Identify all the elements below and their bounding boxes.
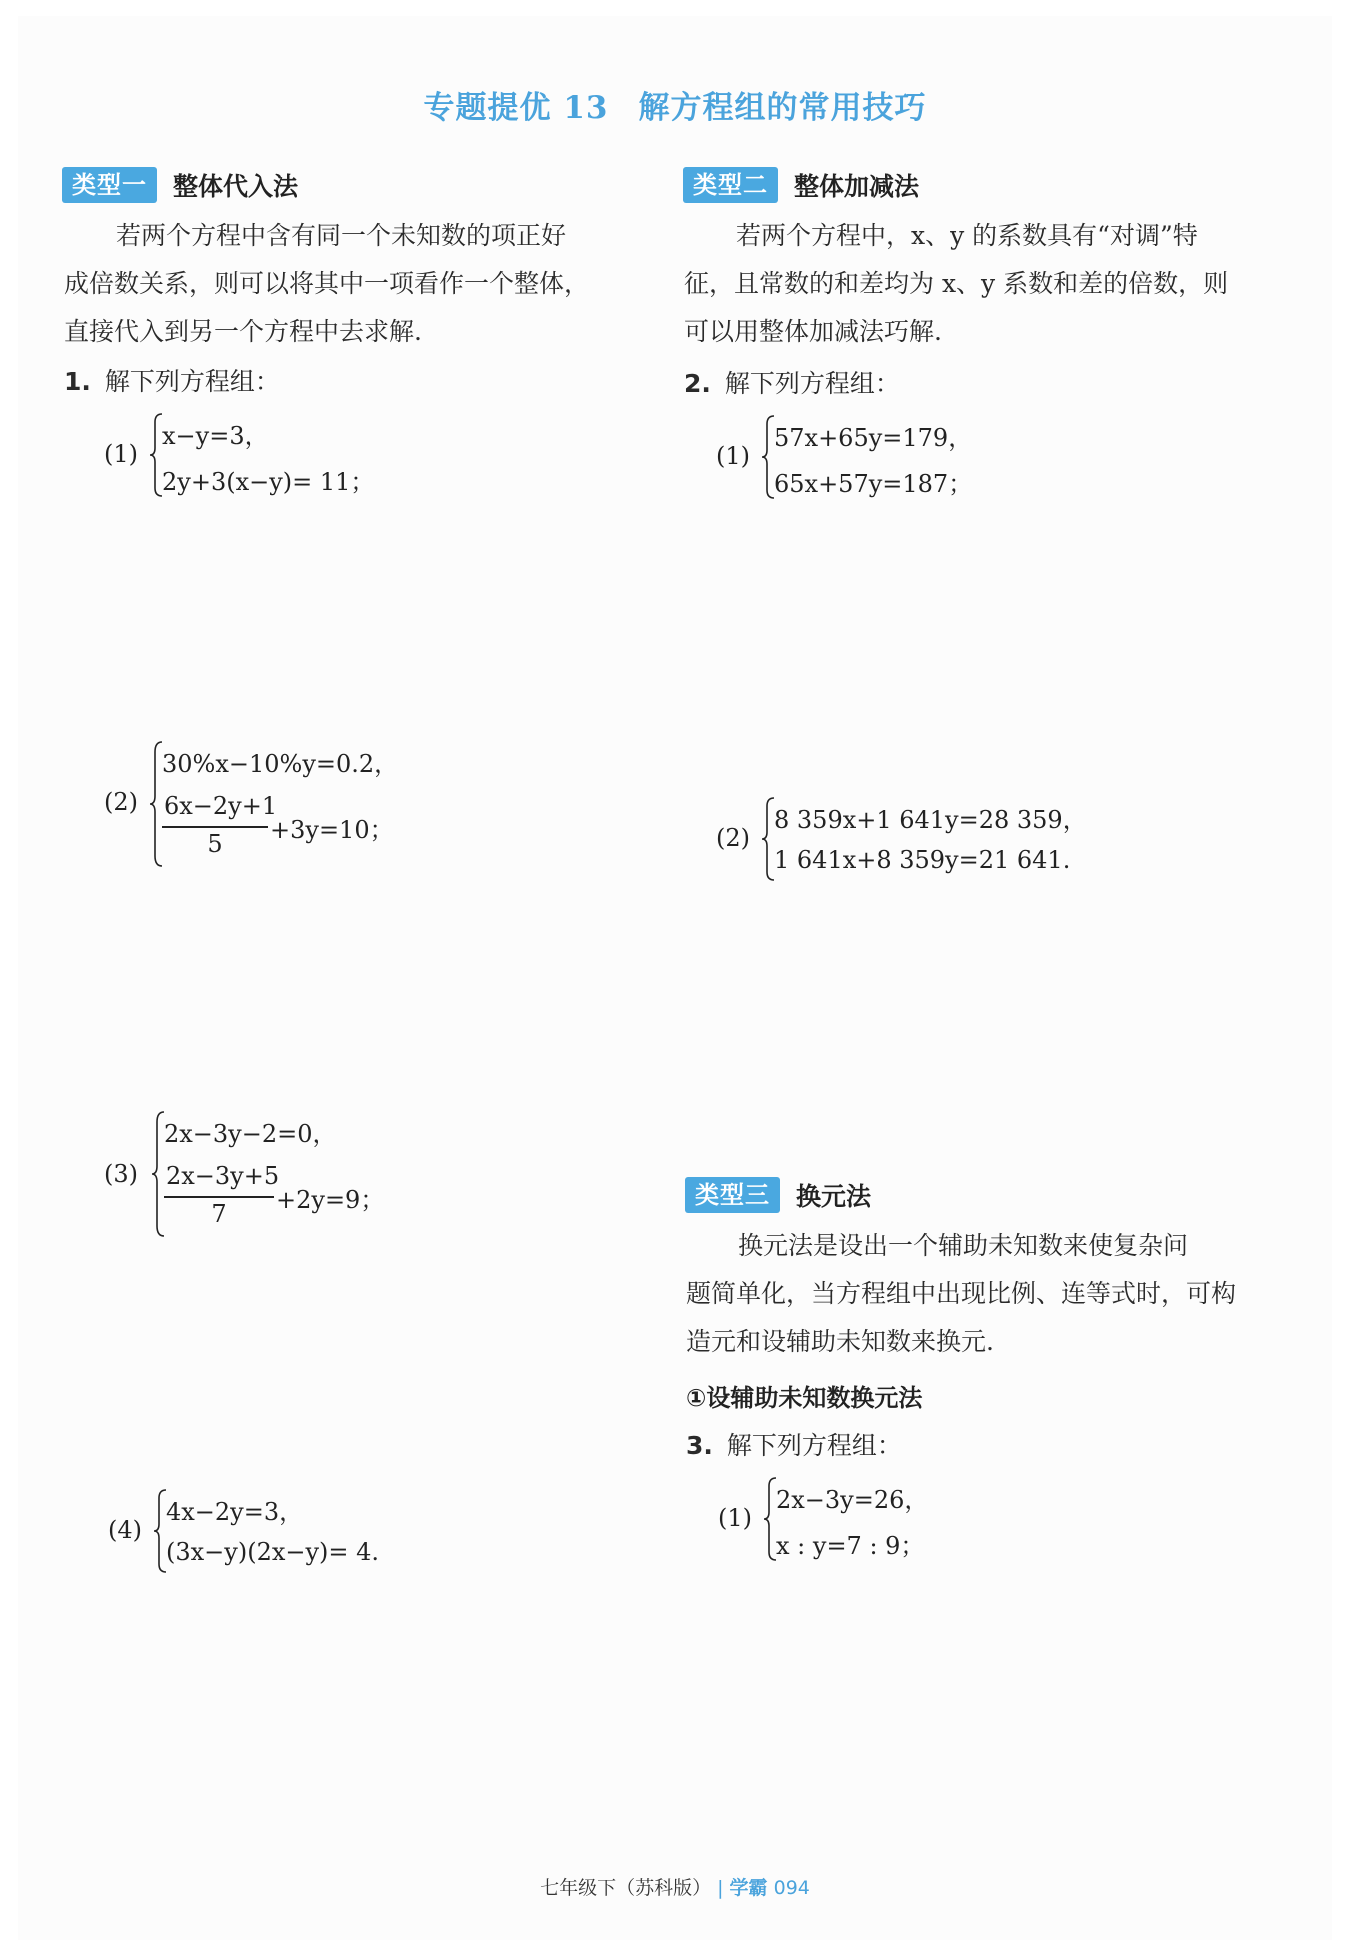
q1-s3-denominator: 7 (211, 1200, 227, 1228)
question-3-text: 解下列方程组： (726, 1431, 902, 1460)
q2-s1-eq2: 65x+57y=187； (774, 470, 973, 498)
footer-brand: 学霸 (729, 1877, 768, 1899)
type3-desc-line1: 换元法是设出一个辅助未知数来使复杂问 (738, 1231, 1189, 1260)
q2-system-1 (716, 414, 1036, 504)
q2-system-2 (716, 796, 1096, 886)
type3-desc-line2: 题简单化，当方程组中出现比例、连等式时，可构 (686, 1279, 1237, 1308)
q1-s2-fraction (162, 792, 278, 862)
q1-s1-eq2: 2y+3(x−y)= 11； (162, 468, 375, 496)
q1-s2-denominator: 5 (207, 830, 223, 858)
question-1-number: 1. (64, 367, 91, 396)
footer-separator: | (717, 1877, 724, 1899)
q1-s4-label: (4) (108, 1516, 142, 1544)
q1-system-2 (104, 740, 464, 870)
type1-desc-line3: 直接代入到另一个方程中去求解. (64, 317, 422, 346)
question-3-number: 3. (686, 1431, 713, 1460)
q1-s2-numerator: 6x−2y+1 (164, 792, 278, 820)
q1-s1-eq1: x−y=3， (162, 422, 269, 450)
q2-s2-label: (2) (716, 824, 750, 852)
type3-name: 换元法 (796, 1182, 872, 1211)
q1-s3-fraction (164, 1162, 280, 1232)
type2-desc-line3: 可以用整体加减法巧解. (684, 317, 942, 346)
type2-name: 整体加减法 (794, 172, 920, 201)
question-2-text: 解下列方程组： (724, 369, 900, 398)
question-3-header (686, 1426, 902, 1462)
type3-header (685, 1176, 871, 1214)
question-1-text: 解下列方程组： (104, 367, 280, 396)
fraction-bar (164, 1196, 274, 1198)
type2-badge: 类型二 (683, 167, 778, 203)
type1-description (64, 212, 646, 356)
page-title (0, 82, 1350, 127)
q1-system-3 (104, 1110, 464, 1240)
type1-header (62, 166, 298, 204)
q1-s3-numerator: 2x−3y+5 (166, 1162, 280, 1190)
q1-system-4 (108, 1488, 428, 1578)
question-1-header (64, 362, 280, 398)
footer-page-number: 094 (773, 1877, 810, 1899)
fraction-bar (162, 826, 268, 828)
type3-desc-line3: 造元和设辅助未知数来换元. (686, 1327, 994, 1356)
type2-desc-line2: 征，且常数的和差均为 x、y 系数和差的倍数，则 (684, 269, 1229, 298)
q1-system-1 (104, 412, 424, 502)
question-2-header (684, 364, 900, 400)
q3-s1-eq1: 2x−3y=26， (776, 1486, 929, 1514)
q1-s3-eq1: 2x−3y−2=0， (164, 1120, 337, 1148)
q2-s2-eq1: 8 359x+1 641y=28 359， (774, 806, 1087, 834)
q2-s1-label: (1) (716, 442, 750, 470)
type3-description (686, 1222, 1268, 1366)
q1-s2-rest: +3y=10； (270, 816, 394, 844)
q1-s4-eq1: 4x−2y=3， (166, 1498, 304, 1526)
q2-s2-eq2: 1 641x+8 359y=21 641. (774, 846, 1071, 874)
q2-s1-eq1: 57x+65y=179， (774, 424, 973, 452)
question-2-number: 2. (684, 369, 711, 398)
q3-system-1 (718, 1476, 1038, 1566)
page-footer (0, 1873, 1350, 1900)
q1-s3-label: (3) (104, 1160, 138, 1188)
type3-badge: 类型三 (685, 1177, 780, 1213)
q1-s2-eq1: 30%x−10%y=0.2， (162, 750, 399, 778)
type1-desc-line1: 若两个方程中含有同一个未知数的项正好 (116, 221, 567, 250)
type2-header (683, 166, 919, 204)
q1-s2-label: (2) (104, 788, 138, 816)
type3-subheading: ①设辅助未知数换元法 (686, 1384, 923, 1412)
type2-description (684, 212, 1266, 356)
q1-s4-eq2: (3x−y)(2x−y)= 4. (166, 1538, 380, 1566)
title-part2: 解方程组的常用技巧 (638, 90, 927, 126)
type1-badge: 类型一 (62, 167, 157, 203)
footer-grade: 七年级下（苏科版） (540, 1877, 712, 1899)
q3-s1-eq2: x : y=7 : 9； (776, 1532, 925, 1560)
type1-desc-line2: 成倍数关系，则可以将其中一项看作一个整体， (64, 269, 590, 298)
q1-s1-label: (1) (104, 440, 138, 468)
type1-name: 整体代入法 (173, 172, 299, 201)
q3-s1-label: (1) (718, 1504, 752, 1532)
type2-desc-line1: 若两个方程中，x、y 的系数具有“对调”特 (736, 221, 1198, 250)
title-part1: 专题提优 13 (423, 90, 609, 126)
q1-s3-rest: +2y=9； (276, 1186, 385, 1214)
